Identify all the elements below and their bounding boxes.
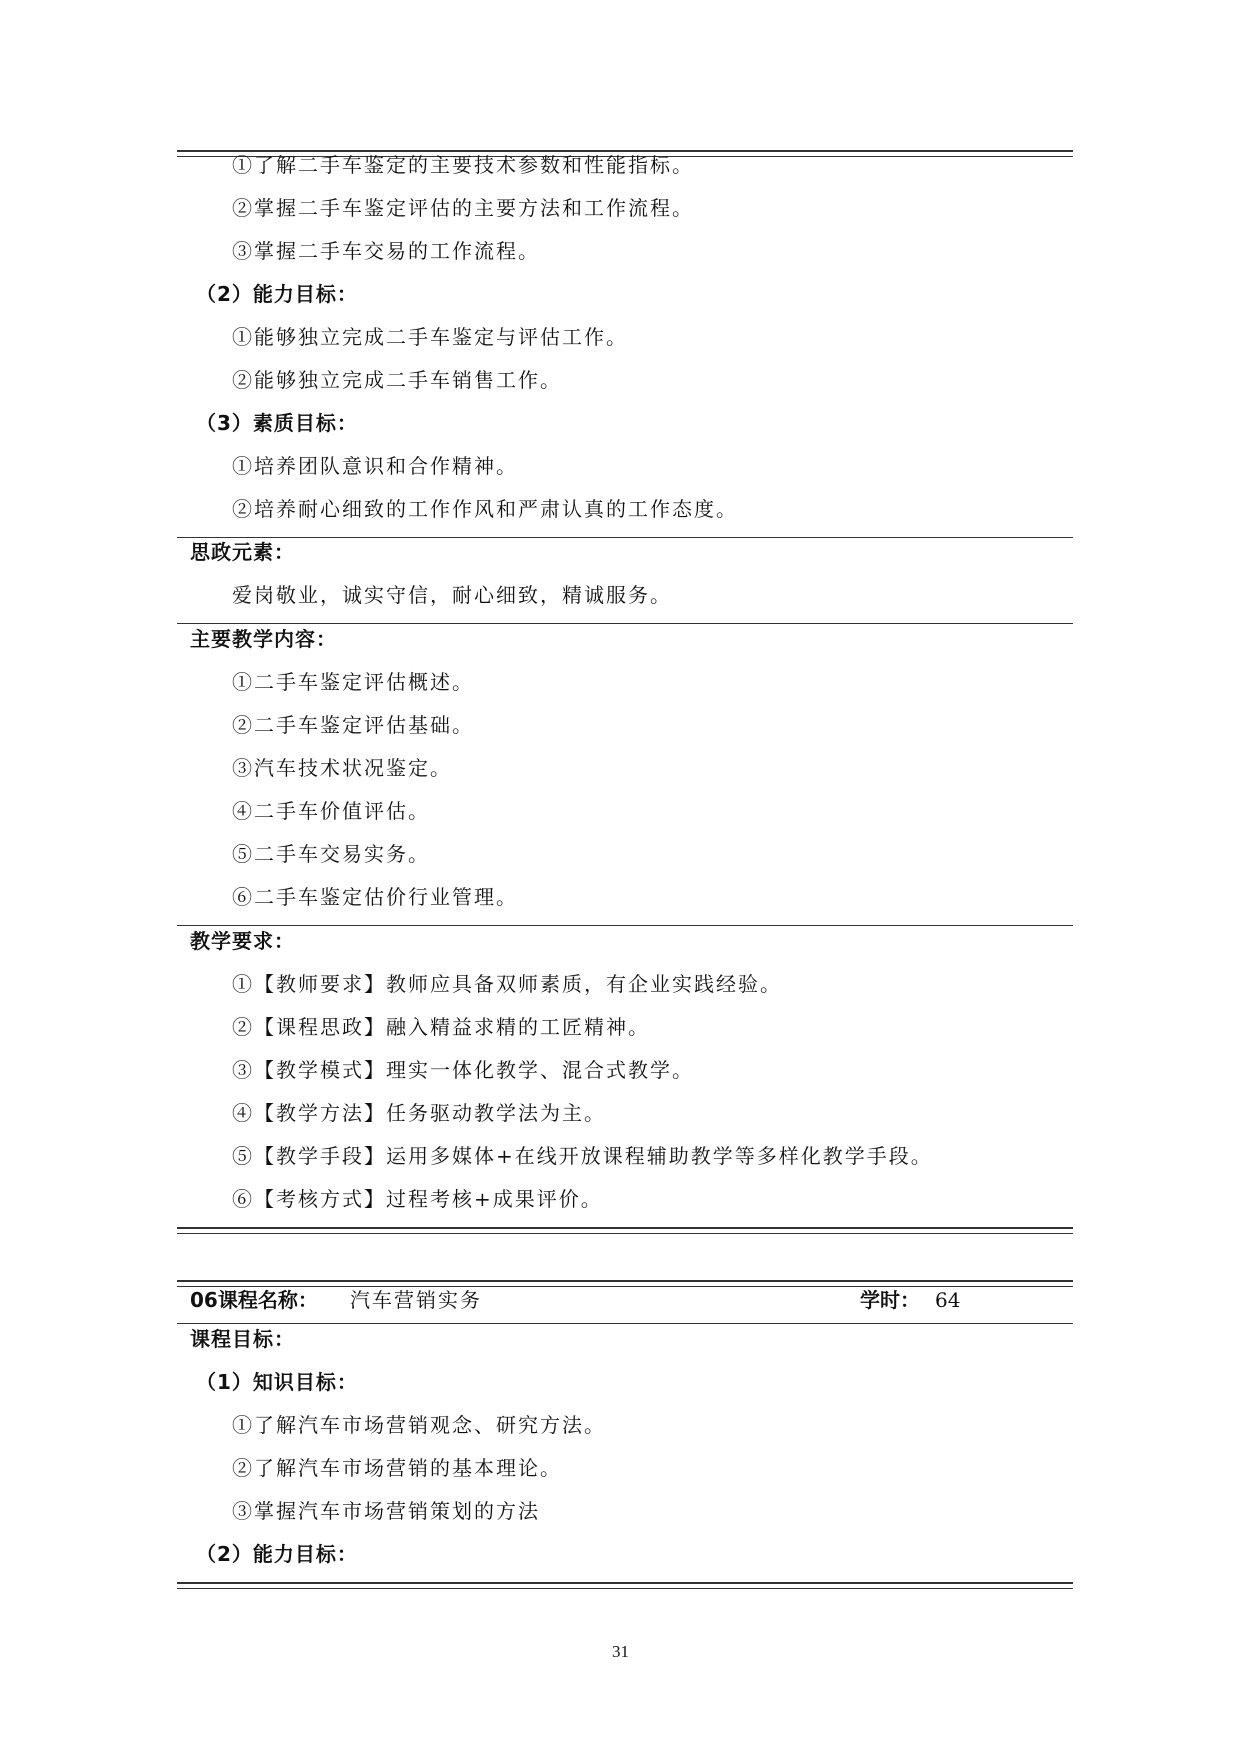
content-item-2: ②二手车鉴定评估基础。 xyxy=(232,713,474,737)
course-hours-value: 64 xyxy=(935,1288,961,1312)
requirement-item-1: ①【教师要求】教师应具备双师素质，有企业实践经验。 xyxy=(232,972,782,996)
requirement-item-2: ②【课程思政】融入精益求精的工匠精神。 xyxy=(232,1015,650,1039)
ability-item-1: ①能够独立完成二手车鉴定与评估工作。 xyxy=(232,325,628,349)
knowledge-item-3: ③掌握二手车交易的工作流程。 xyxy=(232,239,540,263)
ability-heading: （2）能力目标： xyxy=(196,282,358,306)
course-knowledge-item-3: ③掌握汽车市场营销策划的方法 xyxy=(232,1499,540,1523)
course-objectives-heading: 课程目标： xyxy=(190,1327,295,1351)
ideology-heading: 思政元素： xyxy=(190,540,295,564)
ideology-text: 爱岗敬业，诚实守信，耐心细致，精诚服务。 xyxy=(232,583,672,607)
course-header-row xyxy=(190,1287,1070,1313)
course-ability-heading: （2）能力目标： xyxy=(196,1542,358,1566)
knowledge-item-2: ②掌握二手车鉴定评估的主要方法和工作流程。 xyxy=(232,196,694,220)
section-divider xyxy=(177,925,1073,926)
quality-item-2: ②培养耐心细致的工作作风和严肃认真的工作态度。 xyxy=(232,497,738,521)
requirement-item-6: ⑥【考核方式】过程考核+成果评价。 xyxy=(232,1187,603,1211)
section-divider xyxy=(177,1323,1073,1324)
quality-heading: （3）素质目标： xyxy=(196,411,358,435)
content-heading: 主要教学内容： xyxy=(190,627,337,651)
requirement-item-5: ⑤【教学手段】运用多媒体+在线开放课程辅助教学等多样化教学手段。 xyxy=(232,1144,933,1168)
section-divider xyxy=(177,623,1073,624)
table-top-double-rule xyxy=(177,1280,1073,1287)
table-bottom-double-rule xyxy=(177,1227,1073,1234)
page-number: 31 xyxy=(612,1642,629,1661)
content-item-4: ④二手车价值评估。 xyxy=(232,799,430,823)
bottom-double-rule xyxy=(177,1582,1073,1589)
content-item-5: ⑤二手车交易实务。 xyxy=(232,842,430,866)
course-knowledge-item-1: ①了解汽车市场营销观念、研究方法。 xyxy=(232,1413,606,1437)
requirement-item-3: ③【教学模式】理实一体化教学、混合式教学。 xyxy=(232,1058,694,1082)
content-item-1: ①二手车鉴定评估概述。 xyxy=(232,670,474,694)
course-hours-label: 学时： xyxy=(860,1288,920,1312)
course-name: 汽车营销实务 xyxy=(350,1288,482,1312)
content-item-6: ⑥二手车鉴定估价行业管理。 xyxy=(232,885,518,909)
knowledge-item-1: ①了解二手车鉴定的主要技术参数和性能指标。 xyxy=(232,153,694,177)
quality-item-1: ①培养团队意识和合作精神。 xyxy=(232,454,518,478)
ability-item-2: ②能够独立完成二手车销售工作。 xyxy=(232,368,562,392)
course-knowledge-item-2: ②了解汽车市场营销的基本理论。 xyxy=(232,1456,562,1480)
requirements-heading: 教学要求： xyxy=(190,929,295,953)
course-knowledge-heading: （1）知识目标： xyxy=(196,1370,358,1394)
content-item-3: ③汽车技术状况鉴定。 xyxy=(232,756,452,780)
section-divider xyxy=(177,537,1073,538)
course-number-label: 06课程名称： xyxy=(190,1288,318,1312)
requirement-item-4: ④【教学方法】任务驱动教学法为主。 xyxy=(232,1101,606,1125)
